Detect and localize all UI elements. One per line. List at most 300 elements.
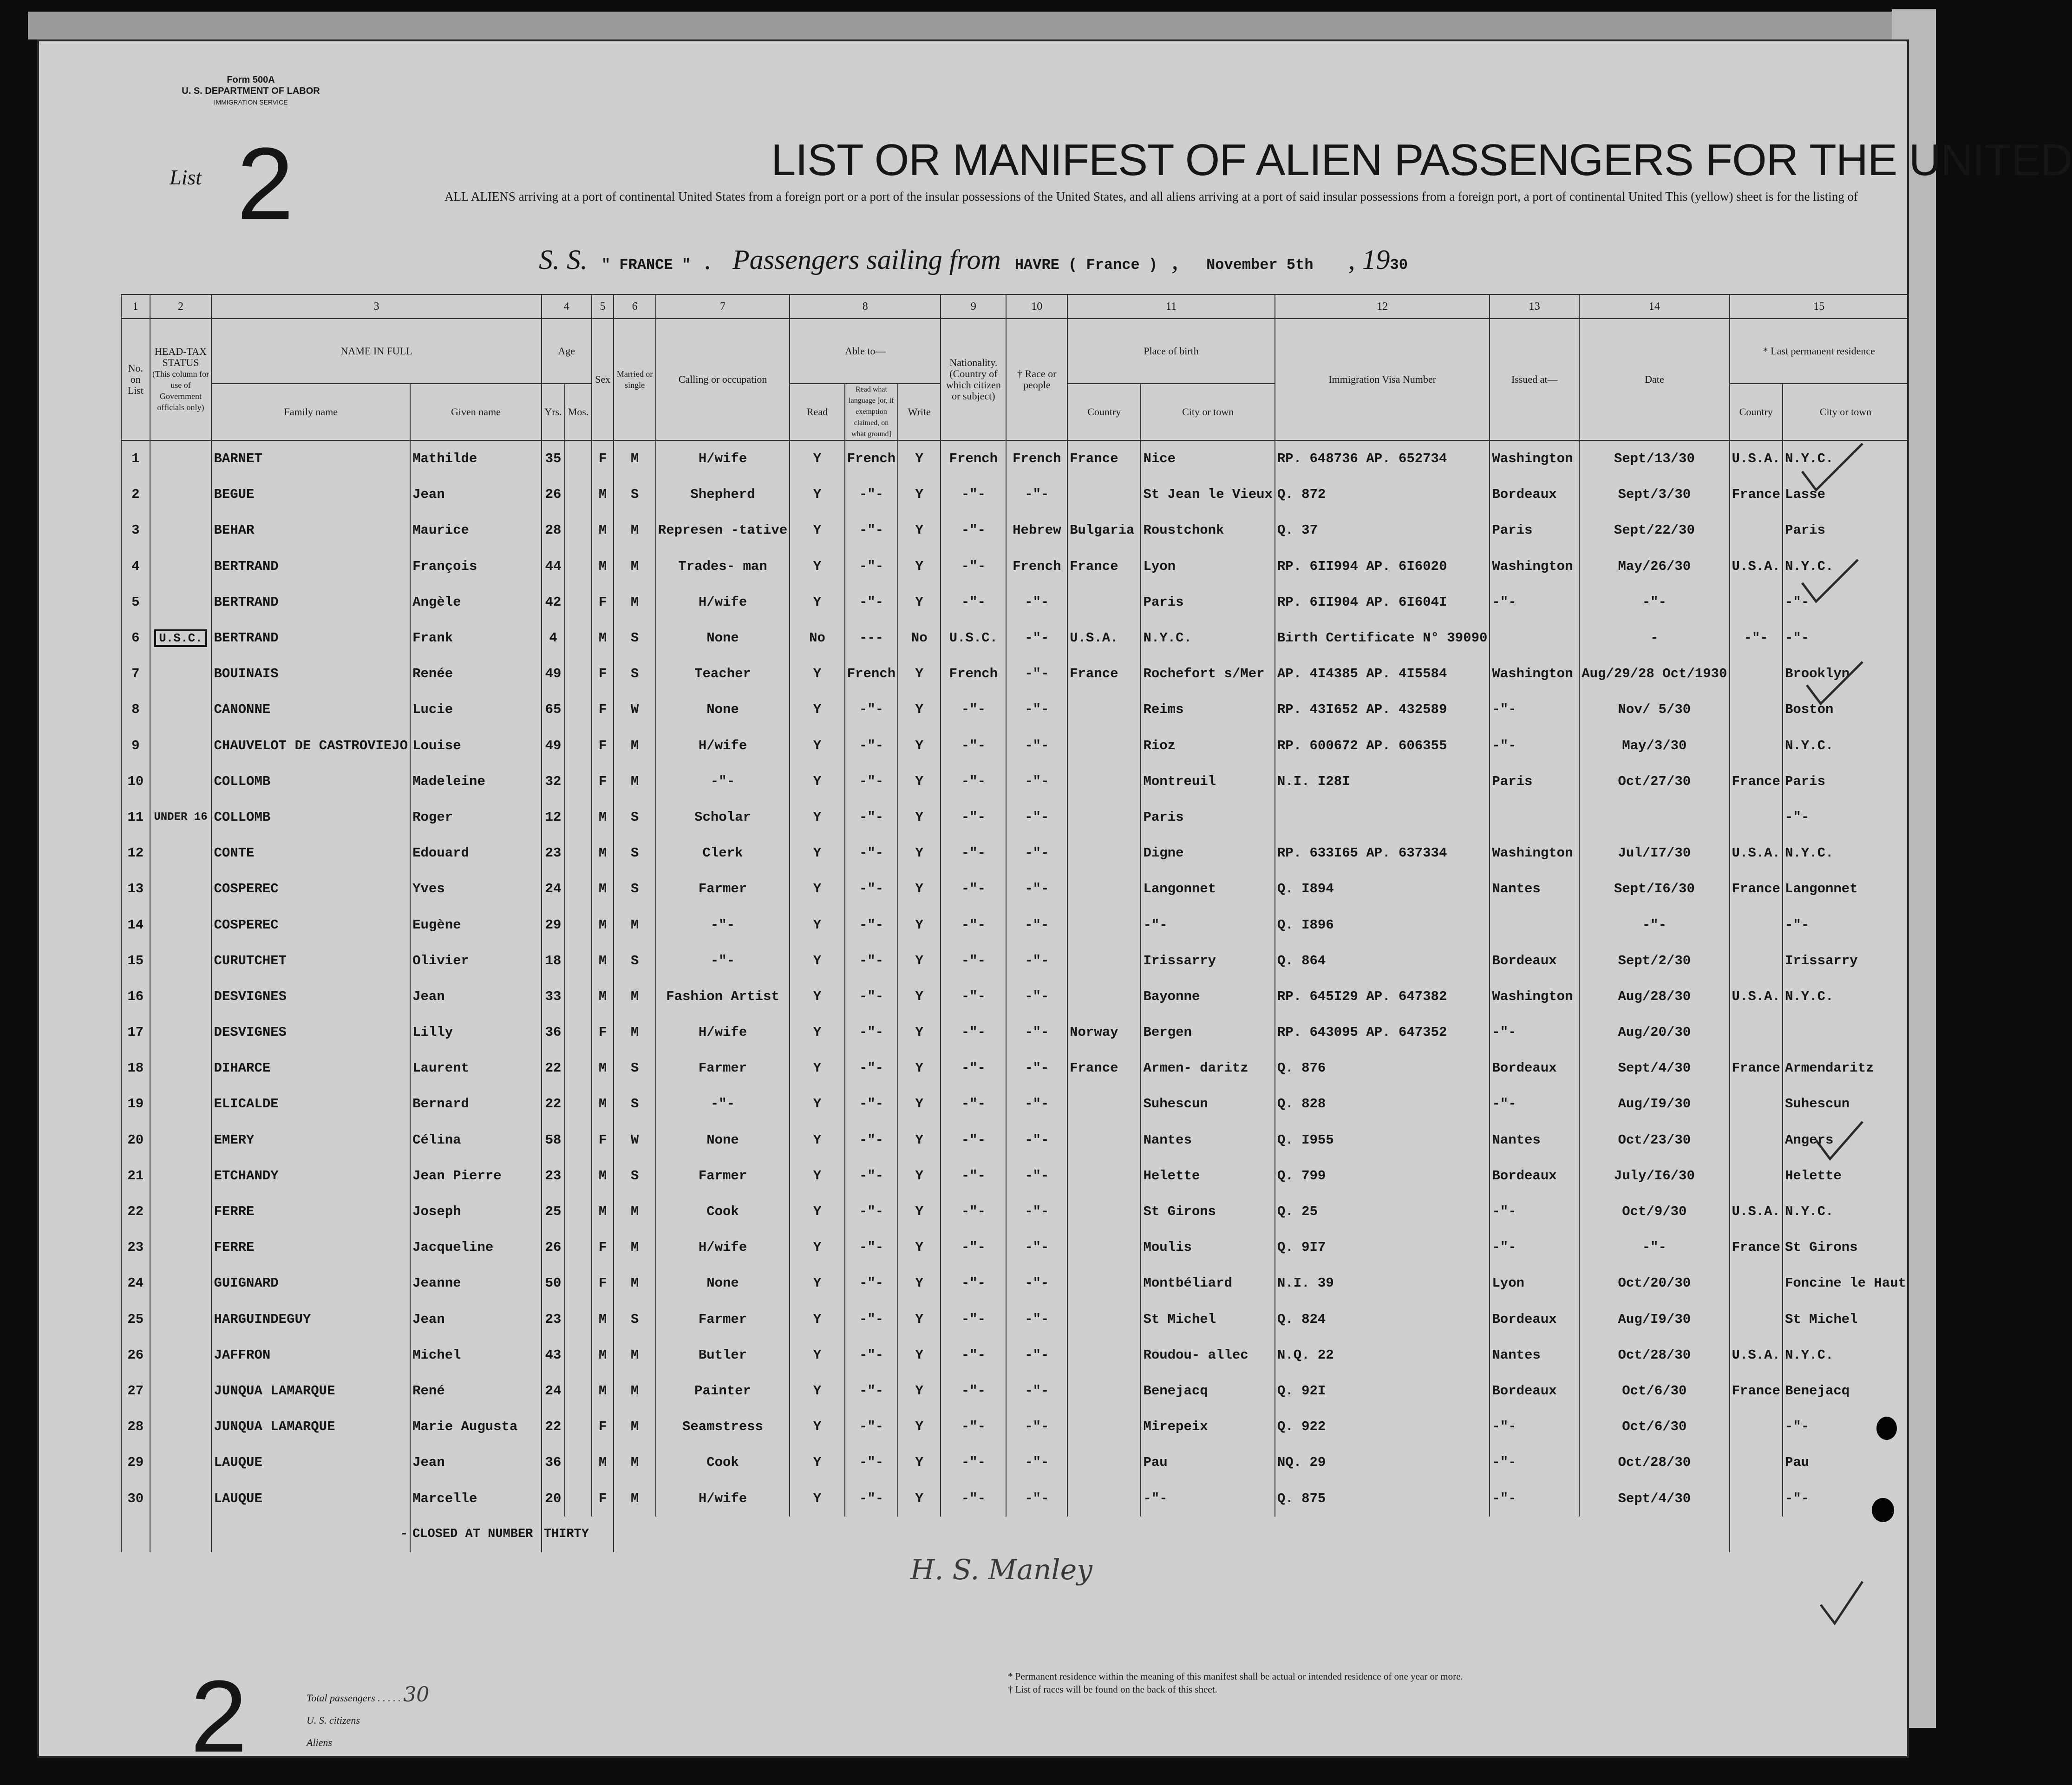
cell-marital-status: S bbox=[614, 1301, 655, 1337]
cell-date: -"- bbox=[1579, 584, 1729, 620]
cell-read: Y bbox=[790, 549, 844, 584]
closed-row bbox=[121, 1517, 1909, 1552]
cell-given-name: Laurent bbox=[410, 1050, 542, 1086]
year-prefix: 19 bbox=[1362, 244, 1390, 275]
ship-name: " FRANCE " bbox=[601, 256, 691, 274]
sailing-label: Passengers sailing from bbox=[732, 244, 1001, 275]
closed-dash: - bbox=[211, 1517, 410, 1552]
cell-visa-number: Q. 25 bbox=[1275, 1194, 1490, 1229]
cell-birth-city: Pau bbox=[1141, 1445, 1275, 1480]
cell-birth-city: Digne bbox=[1141, 835, 1275, 871]
cell-age-months bbox=[565, 440, 591, 477]
cell-read-language: -"- bbox=[845, 871, 898, 907]
cell-nationality: -"- bbox=[941, 1194, 1006, 1229]
cell-nationality: -"- bbox=[941, 1445, 1006, 1480]
cell-no: 17 bbox=[121, 1014, 150, 1050]
footnote-races: † List of races will be found on the back of this sheet. bbox=[1008, 1684, 1217, 1695]
cell-family-name: JAFFRON bbox=[211, 1337, 410, 1373]
cell-no: 8 bbox=[121, 692, 150, 727]
cell-occupation: Shepherd bbox=[656, 477, 790, 512]
cell-date: July/I6/30 bbox=[1579, 1158, 1729, 1194]
cell-head-tax-status bbox=[150, 1265, 212, 1301]
cell-sex: F bbox=[592, 1265, 614, 1301]
table-row bbox=[121, 1337, 1909, 1373]
cell-visa-number: NQ. 29 bbox=[1275, 1445, 1490, 1480]
cell-birth-city: Mirepeix bbox=[1141, 1409, 1275, 1445]
cell-sex: M bbox=[592, 979, 614, 1014]
cell-occupation: Represen -tative bbox=[656, 512, 790, 548]
cell-issued-at: -"- bbox=[1490, 1086, 1579, 1122]
cell-birth-country bbox=[1067, 1086, 1141, 1122]
col-number: 10 bbox=[1006, 294, 1067, 319]
cell-visa-number: RP. 633I65 AP. 637334 bbox=[1275, 835, 1490, 871]
header-read-language: Read what language [or, if exemption claimed, on what ground] bbox=[845, 384, 898, 440]
cell-no: 12 bbox=[121, 835, 150, 871]
cell-given-name: Louise bbox=[410, 728, 542, 764]
cell-write: Y bbox=[898, 871, 941, 907]
cell-birth-country bbox=[1067, 1158, 1141, 1194]
cell-family-name: COLLOMB bbox=[211, 799, 410, 835]
cell-family-name: ELICALDE bbox=[211, 1086, 410, 1122]
cell-occupation: H/wife bbox=[656, 1480, 790, 1516]
cell-read: Y bbox=[790, 1014, 844, 1050]
cell-marital-status: M bbox=[614, 1265, 655, 1301]
cell-issued-at: -"- bbox=[1490, 1194, 1579, 1229]
cell-read-language: -"- bbox=[845, 1229, 898, 1265]
cell-date: Aug/29/28 Oct/1930 bbox=[1579, 656, 1729, 692]
header-issued-at: Issued at— bbox=[1490, 319, 1579, 440]
cell-head-tax-status bbox=[150, 1301, 212, 1337]
cell-no: 25 bbox=[121, 1301, 150, 1337]
list-label: List bbox=[170, 165, 202, 189]
cell-date: Oct/20/30 bbox=[1579, 1265, 1729, 1301]
cell-sex: F bbox=[592, 1014, 614, 1050]
cell-race: -"- bbox=[1006, 1373, 1067, 1409]
cell-age-months bbox=[565, 764, 591, 799]
cell-race: French bbox=[1006, 549, 1067, 584]
cell-marital-status: M bbox=[614, 1480, 655, 1516]
closed-value: THIRTY bbox=[542, 1517, 614, 1552]
cell-birth-country bbox=[1067, 871, 1141, 907]
header-head-tax bbox=[150, 319, 212, 440]
cell-given-name: Jacqueline bbox=[410, 1229, 542, 1265]
cell-occupation: H/wife bbox=[656, 584, 790, 620]
cell-issued-at: Bordeaux bbox=[1490, 1301, 1579, 1337]
cell-marital-status: M bbox=[614, 979, 655, 1014]
cell-age-years: 36 bbox=[542, 1014, 565, 1050]
cell-nationality: French bbox=[941, 440, 1006, 477]
manifest-sheet bbox=[37, 39, 2072, 1773]
cell-occupation: H/wife bbox=[656, 440, 790, 477]
cell-given-name: Olivier bbox=[410, 943, 542, 979]
cell-nationality: -"- bbox=[941, 512, 1006, 548]
cell-marital-status: W bbox=[614, 1122, 655, 1158]
cell-sex: F bbox=[592, 1409, 614, 1445]
ship-line: S. S. " FRANCE " . Passengers sailing from HAVRE ( France ) , November 5th , 1930 bbox=[539, 244, 1408, 275]
cell-issued-at: Washington bbox=[1490, 440, 1579, 477]
cell-birth-city: Rochefort s/Mer bbox=[1141, 656, 1275, 692]
cell-residence-city: -"- bbox=[1783, 1409, 1909, 1445]
cell-read: Y bbox=[790, 799, 844, 835]
cell-visa-number: RP. 6II904 AP. 6I604I bbox=[1275, 584, 1490, 620]
cell-issued-at: -"- bbox=[1490, 1445, 1579, 1480]
cell-no: 6 bbox=[121, 620, 150, 656]
cell-birth-country bbox=[1067, 1301, 1141, 1337]
cell-read-language: -"- bbox=[845, 1014, 898, 1050]
cell-residence-city: Armendaritz bbox=[1783, 1050, 1909, 1086]
inspector-signature: H. S. Manley bbox=[910, 1554, 1093, 1586]
cell-race: -"- bbox=[1006, 1158, 1067, 1194]
cell-occupation: Farmer bbox=[656, 1158, 790, 1194]
cell-age-months bbox=[565, 584, 591, 620]
header-nationality: Nationality. (Country of which citizen or subject) bbox=[941, 319, 1006, 440]
header-name-in-full: NAME IN FULL bbox=[211, 319, 541, 384]
table-row bbox=[121, 512, 1909, 548]
table-row bbox=[121, 1014, 1909, 1050]
year-suffix: 30 bbox=[1390, 256, 1408, 274]
cell-age-months bbox=[565, 1265, 591, 1301]
sailing-date: November 5th bbox=[1206, 256, 1314, 274]
cell-date: Oct/23/30 bbox=[1579, 1122, 1729, 1158]
cell-date: Oct/6/30 bbox=[1579, 1373, 1729, 1409]
cell-birth-country bbox=[1067, 692, 1141, 727]
cell-issued-at bbox=[1490, 799, 1579, 835]
cell-age-months bbox=[565, 1050, 591, 1086]
cell-nationality: -"- bbox=[941, 764, 1006, 799]
cell-sex: M bbox=[592, 1373, 614, 1409]
cell-issued-at: Nantes bbox=[1490, 871, 1579, 907]
cell-no: 21 bbox=[121, 1158, 150, 1194]
cell-family-name: CANONNE bbox=[211, 692, 410, 727]
cell-write: Y bbox=[898, 584, 941, 620]
cell-read: Y bbox=[790, 584, 844, 620]
cell-age-months bbox=[565, 1409, 591, 1445]
cell-birth-country bbox=[1067, 1194, 1141, 1229]
cell-race: -"- bbox=[1006, 1445, 1067, 1480]
cell-write: Y bbox=[898, 943, 941, 979]
head-tax-title: HEAD-TAX STATUS bbox=[155, 346, 207, 368]
cell-residence-country: -"- bbox=[1730, 620, 1783, 656]
cell-write: Y bbox=[898, 1014, 941, 1050]
cell-read: Y bbox=[790, 512, 844, 548]
cell-occupation: None bbox=[656, 1265, 790, 1301]
cell-date: Aug/I9/30 bbox=[1579, 1301, 1729, 1337]
cell-age-years: 26 bbox=[542, 477, 565, 512]
cell-no: 13 bbox=[121, 871, 150, 907]
cell-write: Y bbox=[898, 692, 941, 727]
cell-date: Jul/I7/30 bbox=[1579, 835, 1729, 871]
cell-given-name: Marie Augusta bbox=[410, 1409, 542, 1445]
cell-no: 16 bbox=[121, 979, 150, 1014]
cell-age-months bbox=[565, 1122, 591, 1158]
cell-marital-status: S bbox=[614, 943, 655, 979]
table-row bbox=[121, 728, 1909, 764]
cell-read: Y bbox=[790, 1265, 844, 1301]
table-row bbox=[121, 1158, 1909, 1194]
cell-read: Y bbox=[790, 1373, 844, 1409]
cell-age-months bbox=[565, 1480, 591, 1516]
cell-residence-city: Brooklyn bbox=[1783, 656, 1909, 692]
cell-issued-at bbox=[1490, 907, 1579, 942]
cell-birth-country bbox=[1067, 979, 1141, 1014]
cell-visa-number: Q. 9I7 bbox=[1275, 1229, 1490, 1265]
cell-race: -"- bbox=[1006, 1337, 1067, 1373]
cell-occupation: H/wife bbox=[656, 1014, 790, 1050]
header-family-name: Family name bbox=[211, 384, 410, 440]
cell-age-months bbox=[565, 1014, 591, 1050]
cell-visa-number: Q. I894 bbox=[1275, 871, 1490, 907]
cell-age-years: 28 bbox=[542, 512, 565, 548]
cell-given-name: Bernard bbox=[410, 1086, 542, 1122]
cell-issued-at: Bordeaux bbox=[1490, 477, 1579, 512]
header-row-1 bbox=[121, 319, 1909, 384]
cell-marital-status: S bbox=[614, 799, 655, 835]
cell-marital-status: S bbox=[614, 656, 655, 692]
header-given-name: Given name bbox=[410, 384, 542, 440]
table-row bbox=[121, 1480, 1909, 1516]
cell-occupation: None bbox=[656, 692, 790, 727]
cell-birth-city: Nice bbox=[1141, 440, 1275, 477]
cell-age-years: 18 bbox=[542, 943, 565, 979]
cell-family-name: HARGUINDEGUY bbox=[211, 1301, 410, 1337]
cell-issued-at: -"- bbox=[1490, 1409, 1579, 1445]
cell-issued-at: Washington bbox=[1490, 549, 1579, 584]
cell-age-years: 12 bbox=[542, 799, 565, 835]
cell-birth-country bbox=[1067, 1445, 1141, 1480]
cell-read-language: -"- bbox=[845, 1301, 898, 1337]
cell-family-name: GUIGNARD bbox=[211, 1265, 410, 1301]
cell-birth-country: France bbox=[1067, 656, 1141, 692]
cell-race: -"- bbox=[1006, 1122, 1067, 1158]
cell-marital-status: S bbox=[614, 1086, 655, 1122]
cell-age-months bbox=[565, 656, 591, 692]
cell-nationality: -"- bbox=[941, 1265, 1006, 1301]
closed-section bbox=[121, 1517, 1909, 1552]
cell-sex: M bbox=[592, 943, 614, 979]
table-row bbox=[121, 1194, 1909, 1229]
cell-age-years: 4 bbox=[542, 620, 565, 656]
cell-head-tax-status bbox=[150, 620, 212, 656]
cell-race: -"- bbox=[1006, 1301, 1067, 1337]
cell-birth-country bbox=[1067, 764, 1141, 799]
cell-marital-status: M bbox=[614, 1229, 655, 1265]
cell-residence-city: -"- bbox=[1783, 1480, 1909, 1516]
col-number: 6 bbox=[614, 294, 655, 319]
cell-race: -"- bbox=[1006, 1409, 1067, 1445]
cell-age-months bbox=[565, 1086, 591, 1122]
cell-read-language: -"- bbox=[845, 692, 898, 727]
cell-visa-number: RP. 645I29 AP. 647382 bbox=[1275, 979, 1490, 1014]
cell-issued-at bbox=[1490, 620, 1579, 656]
table-row bbox=[121, 871, 1909, 907]
cell-marital-status: M bbox=[614, 1409, 655, 1445]
cell-age-years: 35 bbox=[542, 440, 565, 477]
cell-marital-status: S bbox=[614, 1158, 655, 1194]
cell-sex: M bbox=[592, 1301, 614, 1337]
ship-prefix: S. S. bbox=[539, 244, 588, 275]
cell-age-months bbox=[565, 1229, 591, 1265]
cell-head-tax-status bbox=[150, 979, 212, 1014]
cell-race: -"- bbox=[1006, 943, 1067, 979]
cell-visa-number: RP. 600672 AP. 606355 bbox=[1275, 728, 1490, 764]
cell-family-name: BERTRAND bbox=[211, 620, 410, 656]
cell-read-language: -"- bbox=[845, 979, 898, 1014]
cell-race: -"- bbox=[1006, 1050, 1067, 1086]
table-row bbox=[121, 979, 1909, 1014]
cell-issued-at: -"- bbox=[1490, 1014, 1579, 1050]
total-value: 30 bbox=[403, 1683, 430, 1707]
cell-no: 5 bbox=[121, 584, 150, 620]
cell-residence-city: -"- bbox=[1783, 584, 1909, 620]
cell-date bbox=[1579, 799, 1729, 835]
cell-race: -"- bbox=[1006, 979, 1067, 1014]
cell-head-tax-status bbox=[150, 871, 212, 907]
cell-given-name: Marcelle bbox=[410, 1480, 542, 1516]
cell-race: -"- bbox=[1006, 871, 1067, 907]
cell-no: 30 bbox=[121, 1480, 150, 1516]
cell-age-years: 24 bbox=[542, 871, 565, 907]
cell-age-months bbox=[565, 1445, 591, 1480]
us-citizens-label: U. S. citizens bbox=[307, 1714, 360, 1726]
cell-residence-city: St Michel bbox=[1783, 1301, 1909, 1337]
cell-age-months bbox=[565, 1194, 591, 1229]
cell-given-name: Roger bbox=[410, 799, 542, 835]
cell-given-name: Lucie bbox=[410, 692, 542, 727]
cell-race: -"- bbox=[1006, 728, 1067, 764]
cell-race: -"- bbox=[1006, 692, 1067, 727]
col-number: 8 bbox=[790, 294, 941, 319]
cell-race: -"- bbox=[1006, 907, 1067, 942]
cell-age-years: 43 bbox=[542, 1337, 565, 1373]
cell-occupation: H/wife bbox=[656, 728, 790, 764]
cell-head-tax-status: UNDER 16 bbox=[150, 799, 212, 835]
cell-date: May/3/30 bbox=[1579, 728, 1729, 764]
table-row bbox=[121, 764, 1909, 799]
cell-residence-city: Paris bbox=[1783, 512, 1909, 548]
cell-head-tax-status bbox=[150, 1480, 212, 1516]
cell-no: 1 bbox=[121, 440, 150, 477]
cell-visa-number: Q. 872 bbox=[1275, 477, 1490, 512]
cell-write: Y bbox=[898, 549, 941, 584]
cell-visa-number: RP. 648736 AP. 652734 bbox=[1275, 440, 1490, 477]
cell-issued-at: Bordeaux bbox=[1490, 1158, 1579, 1194]
cell-head-tax-status bbox=[150, 512, 212, 548]
cell-occupation: Cook bbox=[656, 1445, 790, 1480]
header-read: Read bbox=[790, 384, 844, 440]
cell-age-years: 22 bbox=[542, 1086, 565, 1122]
cell-given-name: Eugène bbox=[410, 907, 542, 942]
cell-sex: M bbox=[592, 1050, 614, 1086]
cell-date: Oct/9/30 bbox=[1579, 1194, 1729, 1229]
cell-read-language: -"- bbox=[845, 943, 898, 979]
cell-age-years: 25 bbox=[542, 1194, 565, 1229]
cell-age-months bbox=[565, 728, 591, 764]
table-row bbox=[121, 1050, 1909, 1086]
cell-nationality: -"- bbox=[941, 907, 1006, 942]
cell-age-years: 58 bbox=[542, 1122, 565, 1158]
cell-marital-status: M bbox=[614, 1194, 655, 1229]
cell-occupation: Butler bbox=[656, 1337, 790, 1373]
cell-nationality: -"- bbox=[941, 1337, 1006, 1373]
cell-occupation: Fashion Artist bbox=[656, 979, 790, 1014]
cell-read-language: -"- bbox=[845, 1122, 898, 1158]
table-row bbox=[121, 1445, 1909, 1480]
cell-read: Y bbox=[790, 692, 844, 727]
cell-read: Y bbox=[790, 979, 844, 1014]
cell-birth-city: St Girons bbox=[1141, 1194, 1275, 1229]
cell-race: Hebrew bbox=[1006, 512, 1067, 548]
cell-nationality: -"- bbox=[941, 692, 1006, 727]
cell-family-name: LAUQUE bbox=[211, 1480, 410, 1516]
cell-marital-status: S bbox=[614, 835, 655, 871]
cell-no: 11 bbox=[121, 799, 150, 835]
cell-age-years: 20 bbox=[542, 1480, 565, 1516]
cell-head-tax-status bbox=[150, 1194, 212, 1229]
cell-read: Y bbox=[790, 1229, 844, 1265]
cell-write: Y bbox=[898, 1480, 941, 1516]
cell-head-tax-status bbox=[150, 728, 212, 764]
cell-nationality: -"- bbox=[941, 1301, 1006, 1337]
cell-write: Y bbox=[898, 1158, 941, 1194]
cell-sex: F bbox=[592, 440, 614, 477]
cell-nationality: French bbox=[941, 656, 1006, 692]
cell-race: -"- bbox=[1006, 1229, 1067, 1265]
cell-age-years: 49 bbox=[542, 656, 565, 692]
footer-list-number: 2 bbox=[190, 1659, 248, 1773]
cell-visa-number: Q. 922 bbox=[1275, 1409, 1490, 1445]
cell-sex: F bbox=[592, 692, 614, 727]
cell-head-tax-status bbox=[150, 440, 212, 477]
table-row bbox=[121, 943, 1909, 979]
cell-race: -"- bbox=[1006, 1265, 1067, 1301]
cell-issued-at: Bordeaux bbox=[1490, 1373, 1579, 1409]
cell-occupation: None bbox=[656, 1122, 790, 1158]
cell-write: Y bbox=[898, 1122, 941, 1158]
cell-read-language: -"- bbox=[845, 1480, 898, 1516]
cell-race: -"- bbox=[1006, 1480, 1067, 1516]
column-number-row bbox=[121, 294, 1909, 319]
cell-occupation: Cook bbox=[656, 1194, 790, 1229]
cell-given-name: Edouard bbox=[410, 835, 542, 871]
cell-head-tax-status bbox=[150, 656, 212, 692]
cell-family-name: BEGUE bbox=[211, 477, 410, 512]
cell-read: Y bbox=[790, 1158, 844, 1194]
cell-sex: M bbox=[592, 1086, 614, 1122]
cell-write: Y bbox=[898, 979, 941, 1014]
cell-residence-country: U.S.A. bbox=[1730, 1337, 1783, 1373]
cell-birth-country bbox=[1067, 1373, 1141, 1409]
cell-family-name: CURUTCHET bbox=[211, 943, 410, 979]
cell-date: Sept/22/30 bbox=[1579, 512, 1729, 548]
cell-write: Y bbox=[898, 440, 941, 477]
cell-write: Y bbox=[898, 477, 941, 512]
cell-residence-city: Boston bbox=[1783, 692, 1909, 727]
cell-nationality: -"- bbox=[941, 1122, 1006, 1158]
cell-birth-city: Paris bbox=[1141, 799, 1275, 835]
cell-read: Y bbox=[790, 871, 844, 907]
cell-visa-number: Q. 864 bbox=[1275, 943, 1490, 979]
cell-residence-city: Paris bbox=[1783, 764, 1909, 799]
cell-head-tax-status bbox=[150, 835, 212, 871]
cell-read-language: -"- bbox=[845, 1086, 898, 1122]
cell-birth-city: Nantes bbox=[1141, 1122, 1275, 1158]
cell-read: Y bbox=[790, 656, 844, 692]
cell-given-name: Maurice bbox=[410, 512, 542, 548]
cell-marital-status: S bbox=[614, 1050, 655, 1086]
cell-residence-city: St Girons bbox=[1783, 1229, 1909, 1265]
cell-visa-number: Q. 876 bbox=[1275, 1050, 1490, 1086]
cell-sex: M bbox=[592, 871, 614, 907]
